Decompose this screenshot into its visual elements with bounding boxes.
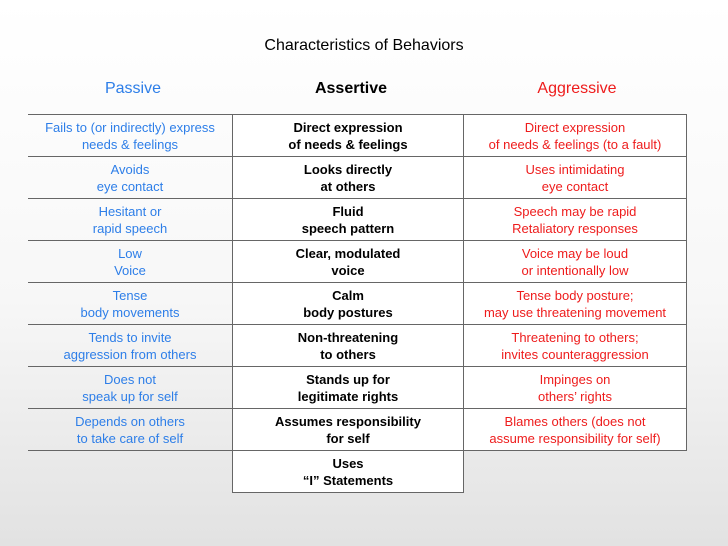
cell-text: eye contact bbox=[96, 178, 164, 194]
cell-text: Stands up for bbox=[306, 371, 390, 387]
cell-text: for self bbox=[326, 430, 370, 446]
cell-text: Uses intimidating bbox=[525, 161, 625, 177]
cell-text: Fluid bbox=[332, 203, 364, 219]
cell-aggressive bbox=[464, 199, 687, 241]
cell-text: Non-threatening bbox=[297, 329, 399, 345]
cell-passive bbox=[28, 451, 233, 493]
cell-passive bbox=[28, 115, 233, 157]
cell-text: or intentionally low bbox=[521, 262, 629, 278]
cell-assertive bbox=[233, 241, 464, 283]
cell-text: rapid speech bbox=[92, 220, 168, 236]
cell-text: aggression from others bbox=[63, 346, 197, 362]
cell-passive bbox=[28, 409, 233, 451]
cell-aggressive bbox=[464, 283, 687, 325]
cell-text: Avoids bbox=[110, 161, 150, 177]
cell-text: Voice bbox=[114, 262, 146, 278]
cell-text: body postures bbox=[303, 304, 393, 320]
cell-text: Tends to invite bbox=[88, 329, 172, 345]
cell-text: invites counteraggression bbox=[501, 346, 649, 362]
cell-aggressive bbox=[464, 451, 687, 493]
cell-text: Does not bbox=[103, 371, 157, 387]
header-aggressive: Aggressive bbox=[537, 80, 617, 97]
cell-text: of needs & feelings bbox=[288, 136, 408, 152]
cell-text: Assumes responsibility bbox=[275, 413, 421, 429]
cell-assertive bbox=[233, 325, 464, 367]
cell-assertive bbox=[233, 451, 464, 493]
cell-aggressive bbox=[464, 115, 687, 157]
cell-assertive bbox=[233, 157, 464, 199]
cell-text: Fails to (or indirectly) express bbox=[45, 119, 215, 135]
cell-text: Speech may be rapid bbox=[513, 203, 637, 219]
cell-text: body movements bbox=[80, 304, 180, 320]
cell-text: Tense bbox=[112, 287, 148, 303]
cell-text: assume responsibility for self) bbox=[489, 430, 661, 446]
cell-text: needs & feelings bbox=[81, 136, 179, 152]
cell-text: Blames others (does not bbox=[504, 413, 646, 429]
cell-text: speak up for self bbox=[82, 388, 178, 404]
cell-aggressive bbox=[464, 241, 687, 283]
cell-assertive bbox=[233, 409, 464, 451]
cell-text: Threatening to others; bbox=[511, 329, 639, 345]
table-row bbox=[28, 157, 687, 199]
cell-passive bbox=[28, 157, 233, 199]
page-title: Characteristics of Behaviors bbox=[264, 37, 464, 54]
cell-text: “I” Statements bbox=[302, 472, 394, 488]
cell-text: Tense body posture; bbox=[516, 287, 634, 303]
cell-passive bbox=[28, 367, 233, 409]
table-row bbox=[28, 451, 687, 493]
cell-passive bbox=[28, 241, 233, 283]
cell-text: Clear, modulated bbox=[295, 245, 401, 261]
cell-text: Voice may be loud bbox=[521, 245, 629, 261]
cell-text: to others bbox=[320, 346, 376, 362]
behaviors-table bbox=[28, 114, 687, 493]
cell-aggressive bbox=[464, 367, 687, 409]
table-row bbox=[28, 283, 687, 325]
cell-assertive bbox=[233, 367, 464, 409]
cell-text: may use threatening movement bbox=[483, 304, 667, 320]
header-passive: Passive bbox=[104, 80, 162, 97]
cell-text: Direct expression bbox=[293, 119, 403, 135]
cell-text: Hesitant or bbox=[98, 203, 162, 219]
table-row bbox=[28, 367, 687, 409]
cell-text: Calm bbox=[332, 287, 364, 303]
cell-assertive bbox=[233, 283, 464, 325]
cell-text: voice bbox=[331, 262, 365, 278]
cell-assertive bbox=[233, 115, 464, 157]
cell-text: legitimate rights bbox=[297, 388, 399, 404]
cell-passive bbox=[28, 325, 233, 367]
cell-assertive bbox=[233, 199, 464, 241]
cell-text: Uses bbox=[332, 455, 364, 471]
table-row bbox=[28, 409, 687, 451]
cell-aggressive bbox=[464, 157, 687, 199]
header-assertive: Assertive bbox=[314, 80, 388, 97]
cell-text: Direct expression bbox=[524, 119, 626, 135]
table-row bbox=[28, 199, 687, 241]
cell-text: speech pattern bbox=[301, 220, 395, 236]
cell-text: Retaliatory responses bbox=[512, 220, 638, 236]
cell-aggressive bbox=[464, 325, 687, 367]
cell-passive bbox=[28, 199, 233, 241]
cell-aggressive bbox=[464, 409, 687, 451]
table-row bbox=[28, 325, 687, 367]
table-row bbox=[28, 115, 687, 157]
cell-text: at others bbox=[320, 178, 376, 194]
cell-text: Impinges on bbox=[539, 371, 611, 387]
cell-text: others’ rights bbox=[538, 388, 612, 404]
cell-text: eye contact bbox=[541, 178, 609, 194]
table-row bbox=[28, 241, 687, 283]
cell-text: Low bbox=[118, 245, 142, 261]
cell-text: to take care of self bbox=[76, 430, 184, 446]
cell-text: Depends on others bbox=[75, 413, 185, 429]
cell-text: of needs & feelings (to a fault) bbox=[488, 136, 662, 152]
cell-passive bbox=[28, 283, 233, 325]
cell-text: Looks directly bbox=[303, 161, 393, 177]
